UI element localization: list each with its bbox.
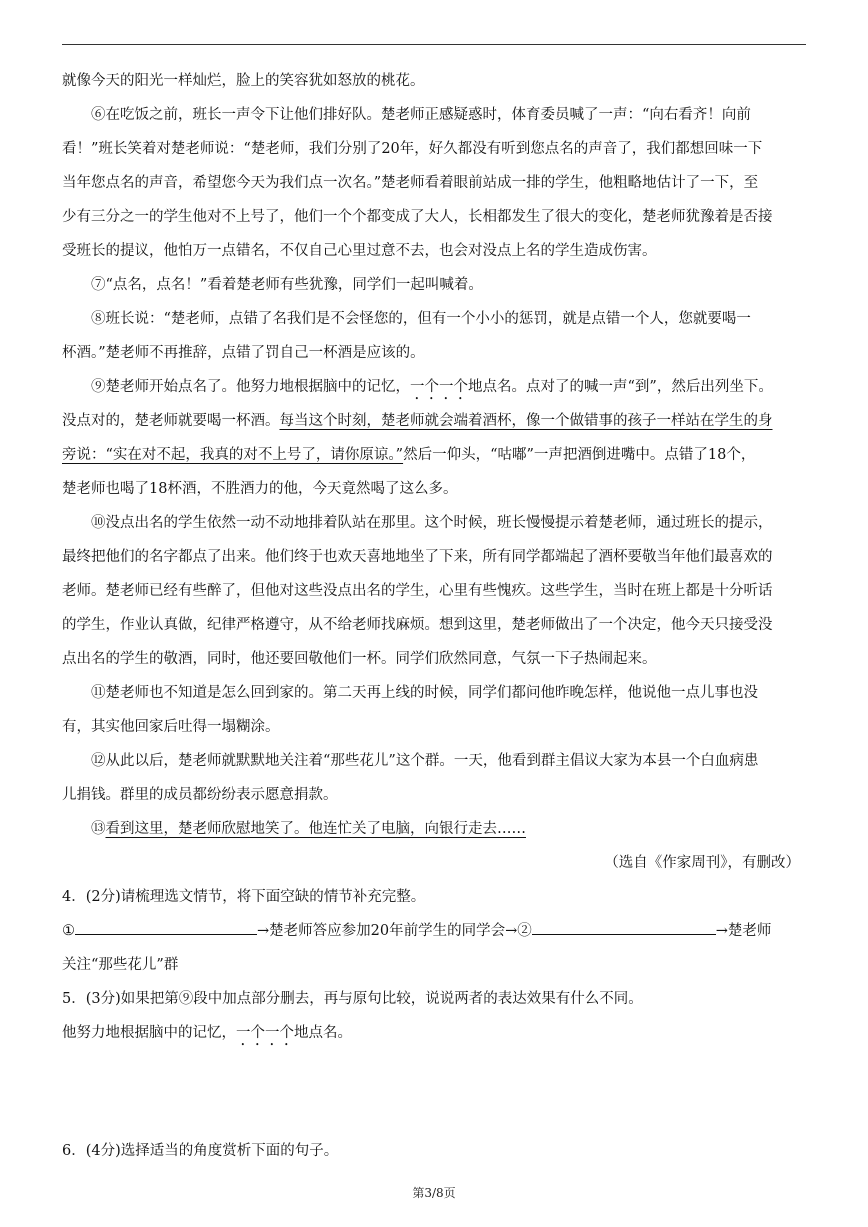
paragraph-10-line: 老师。楚老师已经有些醉了，但他对这些没点出名的学生，心里有些愧疚。这些学生，当时在班上都是十分听话 <box>62 583 773 599</box>
paragraph-10-line: 点出名的学生的敬酒，同时，他还要回敬他们一杯。同学们欣然同意，气氛一下子热闹起来。 <box>62 651 657 667</box>
question-4: 4．(2分)请梳理选文情节，将下面空缺的情节补充完整。 <box>62 889 426 905</box>
dotted-phrase: 一个一个 <box>410 379 468 395</box>
question-5: 5．(3分)如果把第⑨段中加点部分删去，再与原句比较，说说两者的表达效果有什么不同。 <box>62 991 643 1007</box>
underlined-sentence: 旁说：“实在对不起，我真的对不上号了，请你原谅。” <box>62 447 404 463</box>
paragraph-8-line: 杯酒。”楚老师不再推辞，点错了罚自己一杯酒是应该的。 <box>62 345 425 361</box>
text-run: 然后一仰头，“咕嘟”一声把酒倒进嘴中。点错了18个， <box>403 447 756 463</box>
text-run: 地点名。点对了的喊一声“到”，然后出列坐下。 <box>468 379 773 395</box>
answer-blank-1[interactable] <box>75 920 257 935</box>
paragraph-6-line: 受班长的提议，他怕万一点错名，不仅自己心里过意不去，也会对没点上名的学生造成伤害。 <box>62 243 657 259</box>
question-4-flow <box>62 914 806 948</box>
paragraph-12-line: ⑫从此以后，楚老师就默默地关注着“那些花儿”这个群。一天，他看到群主倡议大家为本县一个白血病患 <box>91 753 759 769</box>
text-line: 就像今天的阳光一样灿烂，脸上的笑容犹如怒放的桃花。 <box>62 73 425 89</box>
paragraph-10-line: ⑩没点出名的学生依然一动不动地排着队站在那里。这个时候，班长慢慢提示着楚老师，通过班长的提示， <box>91 515 773 531</box>
paragraph-9-line: 楚老师也喝了18杯酒，不胜酒力的他，今天竟然喝了这么多。 <box>62 481 458 497</box>
question-5-sentence <box>62 1016 806 1050</box>
underlined-sentence: 每当这个时刻，楚老师就会端着酒杯，像一个做错事的孩子一样站在学生的身 <box>279 413 773 429</box>
paragraph-9-line <box>62 438 806 472</box>
paragraph-13 <box>62 812 806 846</box>
text-run: →楚老师 <box>715 923 772 939</box>
text-run: →楚老师答应参加20年前学生的同学会→② <box>257 923 532 939</box>
paragraph-12-line: 儿捐钱。群里的成员都纷纷表示愿意捐款。 <box>62 787 338 803</box>
paragraph-11-line: ⑪楚老师也不知道是怎么回到家的。第二天再上线的时候，同学们都问他昨晚怎样，他说他一点儿事也没 <box>91 685 758 701</box>
text-run: 没点对的，楚老师就要喝一杯酒。 <box>62 413 280 429</box>
answer-space[interactable] <box>62 1050 806 1100</box>
paragraph-9-line <box>62 370 806 404</box>
text-run: 他努力地根据脑中的记忆， <box>62 1025 236 1041</box>
header-rule <box>62 44 806 45</box>
underlined-sentence: 看到这里，楚老师欣慰地笑了。他连忙关了电脑，向银行走去…… <box>105 821 526 837</box>
paragraph-10-line: 的学生，作业认真做，纪律严格遵守，从不给老师找麻烦。想到这里，楚老师做出了一个决定，他今天只接受没 <box>62 617 773 633</box>
dotted-phrase: 一个一个 <box>236 1025 294 1041</box>
paragraph-9-line <box>62 404 806 438</box>
page-number: 第3/8页 <box>412 1186 456 1200</box>
answer-space[interactable] <box>62 1100 806 1134</box>
question-4-flow: 关注“那些花儿”群 <box>62 957 179 973</box>
paragraph-number: ⑬ <box>91 821 106 837</box>
paragraph-6-line: 看！”班长笑着对楚老师说：“楚老师，我们分别了20年，好久都没有听到您点名的声音了，我们都想回味一下 <box>62 141 763 157</box>
question-6: 6．(4分)选择适当的角度赏析下面的句子。 <box>62 1143 339 1159</box>
source-citation: （选自《作家周刊》，有删改） <box>604 855 800 871</box>
text-run: 地点名。 <box>294 1025 352 1041</box>
paragraph-8-line: ⑧班长说：“楚老师，点错了名我们是不会怪您的，但有一个小小的惩罚，就是点错一个人，您就要喝一 <box>91 311 751 327</box>
paragraph-7: ⑦“点名，点名！”看着楚老师有些犹豫，同学们一起叫喊着。 <box>91 277 483 293</box>
paragraph-10-line: 最终把他们的名字都点了出来。他们终于也欢天喜地地坐了下来，所有同学都端起了酒杯要敬当年他们最喜欢的 <box>62 549 773 565</box>
passage-content <box>62 64 806 1168</box>
paragraph-11-line: 有，其实他回家后吐得一塌糊涂。 <box>62 719 280 735</box>
paragraph-6-line: ⑥在吃饭之前，班长一声令下让他们排好队。楚老师正感疑惑时，体育委员喊了一声：“向右看齐！向前 <box>91 107 751 123</box>
answer-blank-2[interactable] <box>532 920 716 935</box>
text-run: ⑨楚老师开始点名了。他努力地根据脑中的记忆， <box>91 379 410 395</box>
paragraph-6-line: 少有三分之一的学生他对不上号了，他们一个个都变成了大人，长相都发生了很大的变化，楚老师犹豫着是否接 <box>62 209 773 225</box>
text-run: ① <box>62 923 75 939</box>
paragraph-6-line: 当年您点名的声音，希望您今天为我们点一次名。”楚老师看着眼前站成一排的学生，他粗略地估计了一下，至 <box>62 175 759 191</box>
